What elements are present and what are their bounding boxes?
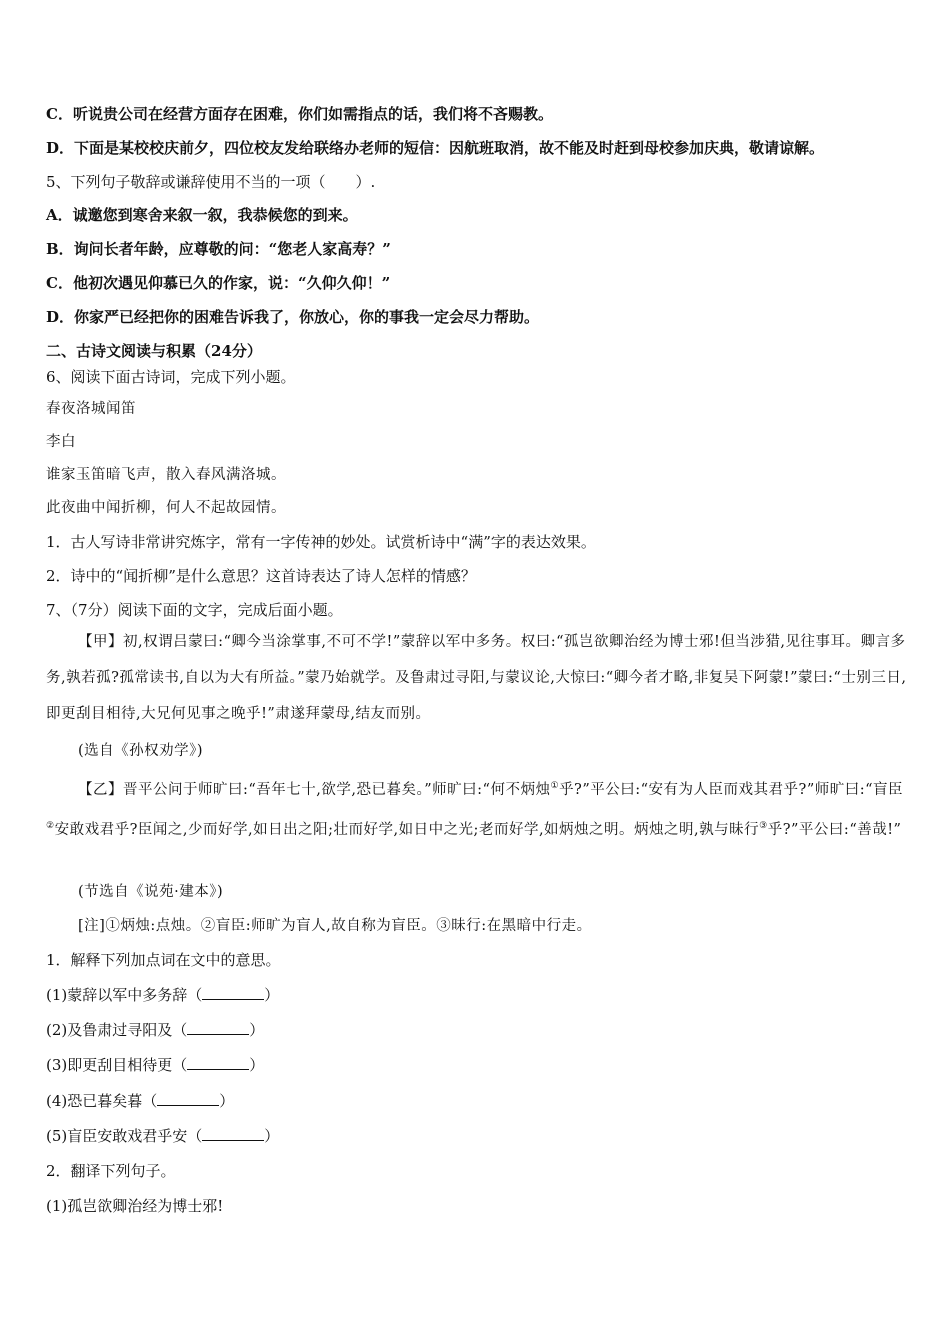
passage-yi-part4: 乎?”平公曰:“善哉!” [767,821,902,838]
source-jia: (选自《孙权劝学》) [78,743,204,759]
fill-item-close: ） [264,1127,280,1145]
fill-item-1 [46,985,920,1005]
fill-item-4 [46,1091,920,1111]
fill-item-text: (3)即更刮目相待更（ [46,1056,188,1074]
passage-yi-part2: 乎?”平公曰:“安有为人臣而戏其君乎?”师旷曰:“盲臣 [559,781,904,798]
option-d-line: D．下面是某校校庆前夕，四位校友发给联络办老师的短信：因航班取消，故不能及时赶到母校参加庆典，敬请谅解。 [46,139,825,157]
q7-sub-1: 1．解释下列加点词在文中的意思。 [46,951,281,969]
q6-sub-1: 1．古人写诗非常讲究炼字，常有一字传神的妙处。试赏析诗中“满”字的表达效果。 [46,533,596,551]
poem-author: 李白 [46,434,76,450]
answer-blank[interactable] [202,1128,264,1141]
fill-item-text: (5)盲臣安敢戏君乎安（ [46,1127,203,1145]
fill-item-5 [46,1126,920,1146]
poem-line-1: 谁家玉笛暗飞声，散入春风满洛城。 [46,467,286,483]
fill-item-text: (1)蒙辞以军中多务辞（ [46,986,203,1004]
question-6: 6、阅读下面古诗词，完成下列小题。 [46,368,296,386]
note-ref-3: ③ [759,820,768,831]
question-5: 5、下列句子敬辞或谦辞使用不当的一项（ ）. [46,173,376,191]
q7-sub-2: 2．翻译下列句子。 [46,1162,176,1180]
source-yi: (节选自《说苑·建本》) [78,884,224,900]
answer-blank[interactable] [187,1057,249,1070]
passage-yi-part1: 【乙】晋平公问于师旷曰:“吾年七十,欲学,恐已暮矣。”师旷曰:“何不炳烛 [78,781,551,798]
q6-sub-2: 2．诗中的“闻折柳”是什么意思？这首诗表达了诗人怎样的情感？ [46,567,476,585]
q5-option-d: D．你家严已经把你的困难告诉我了，你放心，你的事我一定会尽力帮助。 [46,308,540,326]
option-c-line: C．听说贵公司在经营方面存在困难，你们如需指点的话，我们将不吝赐教。 [46,105,553,123]
passage-jia: 【甲】初,权谓吕蒙曰:“卿今当涂掌事,不可不学!”蒙辞以军中多务。权曰:“孤岂欲卿治经为博士邪!但当涉猎,见往事耳。卿言多务,孰若孤?孤常读书,自以为大有所益。”蒙乃始就学。及鲁肃过寻阳,与蒙议论,大惊曰:“卿今者才略,非复吴下阿蒙!”蒙曰:“士别三日,即更刮目相待,大兄何见事之晚乎!”肃遂拜蒙母,结友而别。 [46,634,907,722]
fill-item-close: ） [219,1092,235,1110]
fill-item-text: (4)恐已暮矣暮（ [46,1092,158,1110]
fill-item-2 [46,1020,920,1040]
q5-option-c: C．他初次遇见仰慕已久的作家，说：“久仰久仰！” [46,274,391,292]
q5-option-b: B．询问长者年龄，应尊敬的问：“您老人家高寿？” [46,240,391,258]
answer-blank[interactable] [157,1093,219,1106]
poem-line-2: 此夜曲中闻折柳，何人不起故园情。 [46,500,286,516]
section-heading: 二、古诗文阅读与积累（24分） [46,342,262,360]
fill-item-close: ） [249,1056,265,1074]
annotation-notes: [注]①炳烛:点烛。②盲臣:师旷为盲人,故自称为盲臣。③昧行:在黑暗中行走。 [78,918,592,934]
poem-title: 春夜洛城闻笛 [46,401,136,417]
passage-yi-part3: 安敢戏君乎?臣闻之,少而好学,如日出之阳;壮而好学,如日中之光;老而好学,如炳烛之明。炳烛之明,孰与昧行 [54,821,760,838]
fill-item-text: (2)及鲁肃过寻阳及（ [46,1021,188,1039]
answer-blank[interactable] [202,987,264,1000]
note-ref-2: ② [46,820,55,831]
note-ref-1: ① [550,781,560,791]
translate-item-1: (1)孤岂欲卿治经为博士邪! [46,1197,224,1215]
question-7: 7、（7分）阅读下面的文字，完成后面小题。 [46,601,343,619]
q5-option-a: A．诚邀您到寒舍来叙一叙，我恭候您的到来。 [46,206,358,224]
fill-item-close: ） [264,986,280,1004]
fill-item-3 [46,1055,920,1075]
answer-blank[interactable] [187,1022,249,1035]
fill-item-close: ） [249,1021,265,1039]
passage-yi [46,768,910,848]
